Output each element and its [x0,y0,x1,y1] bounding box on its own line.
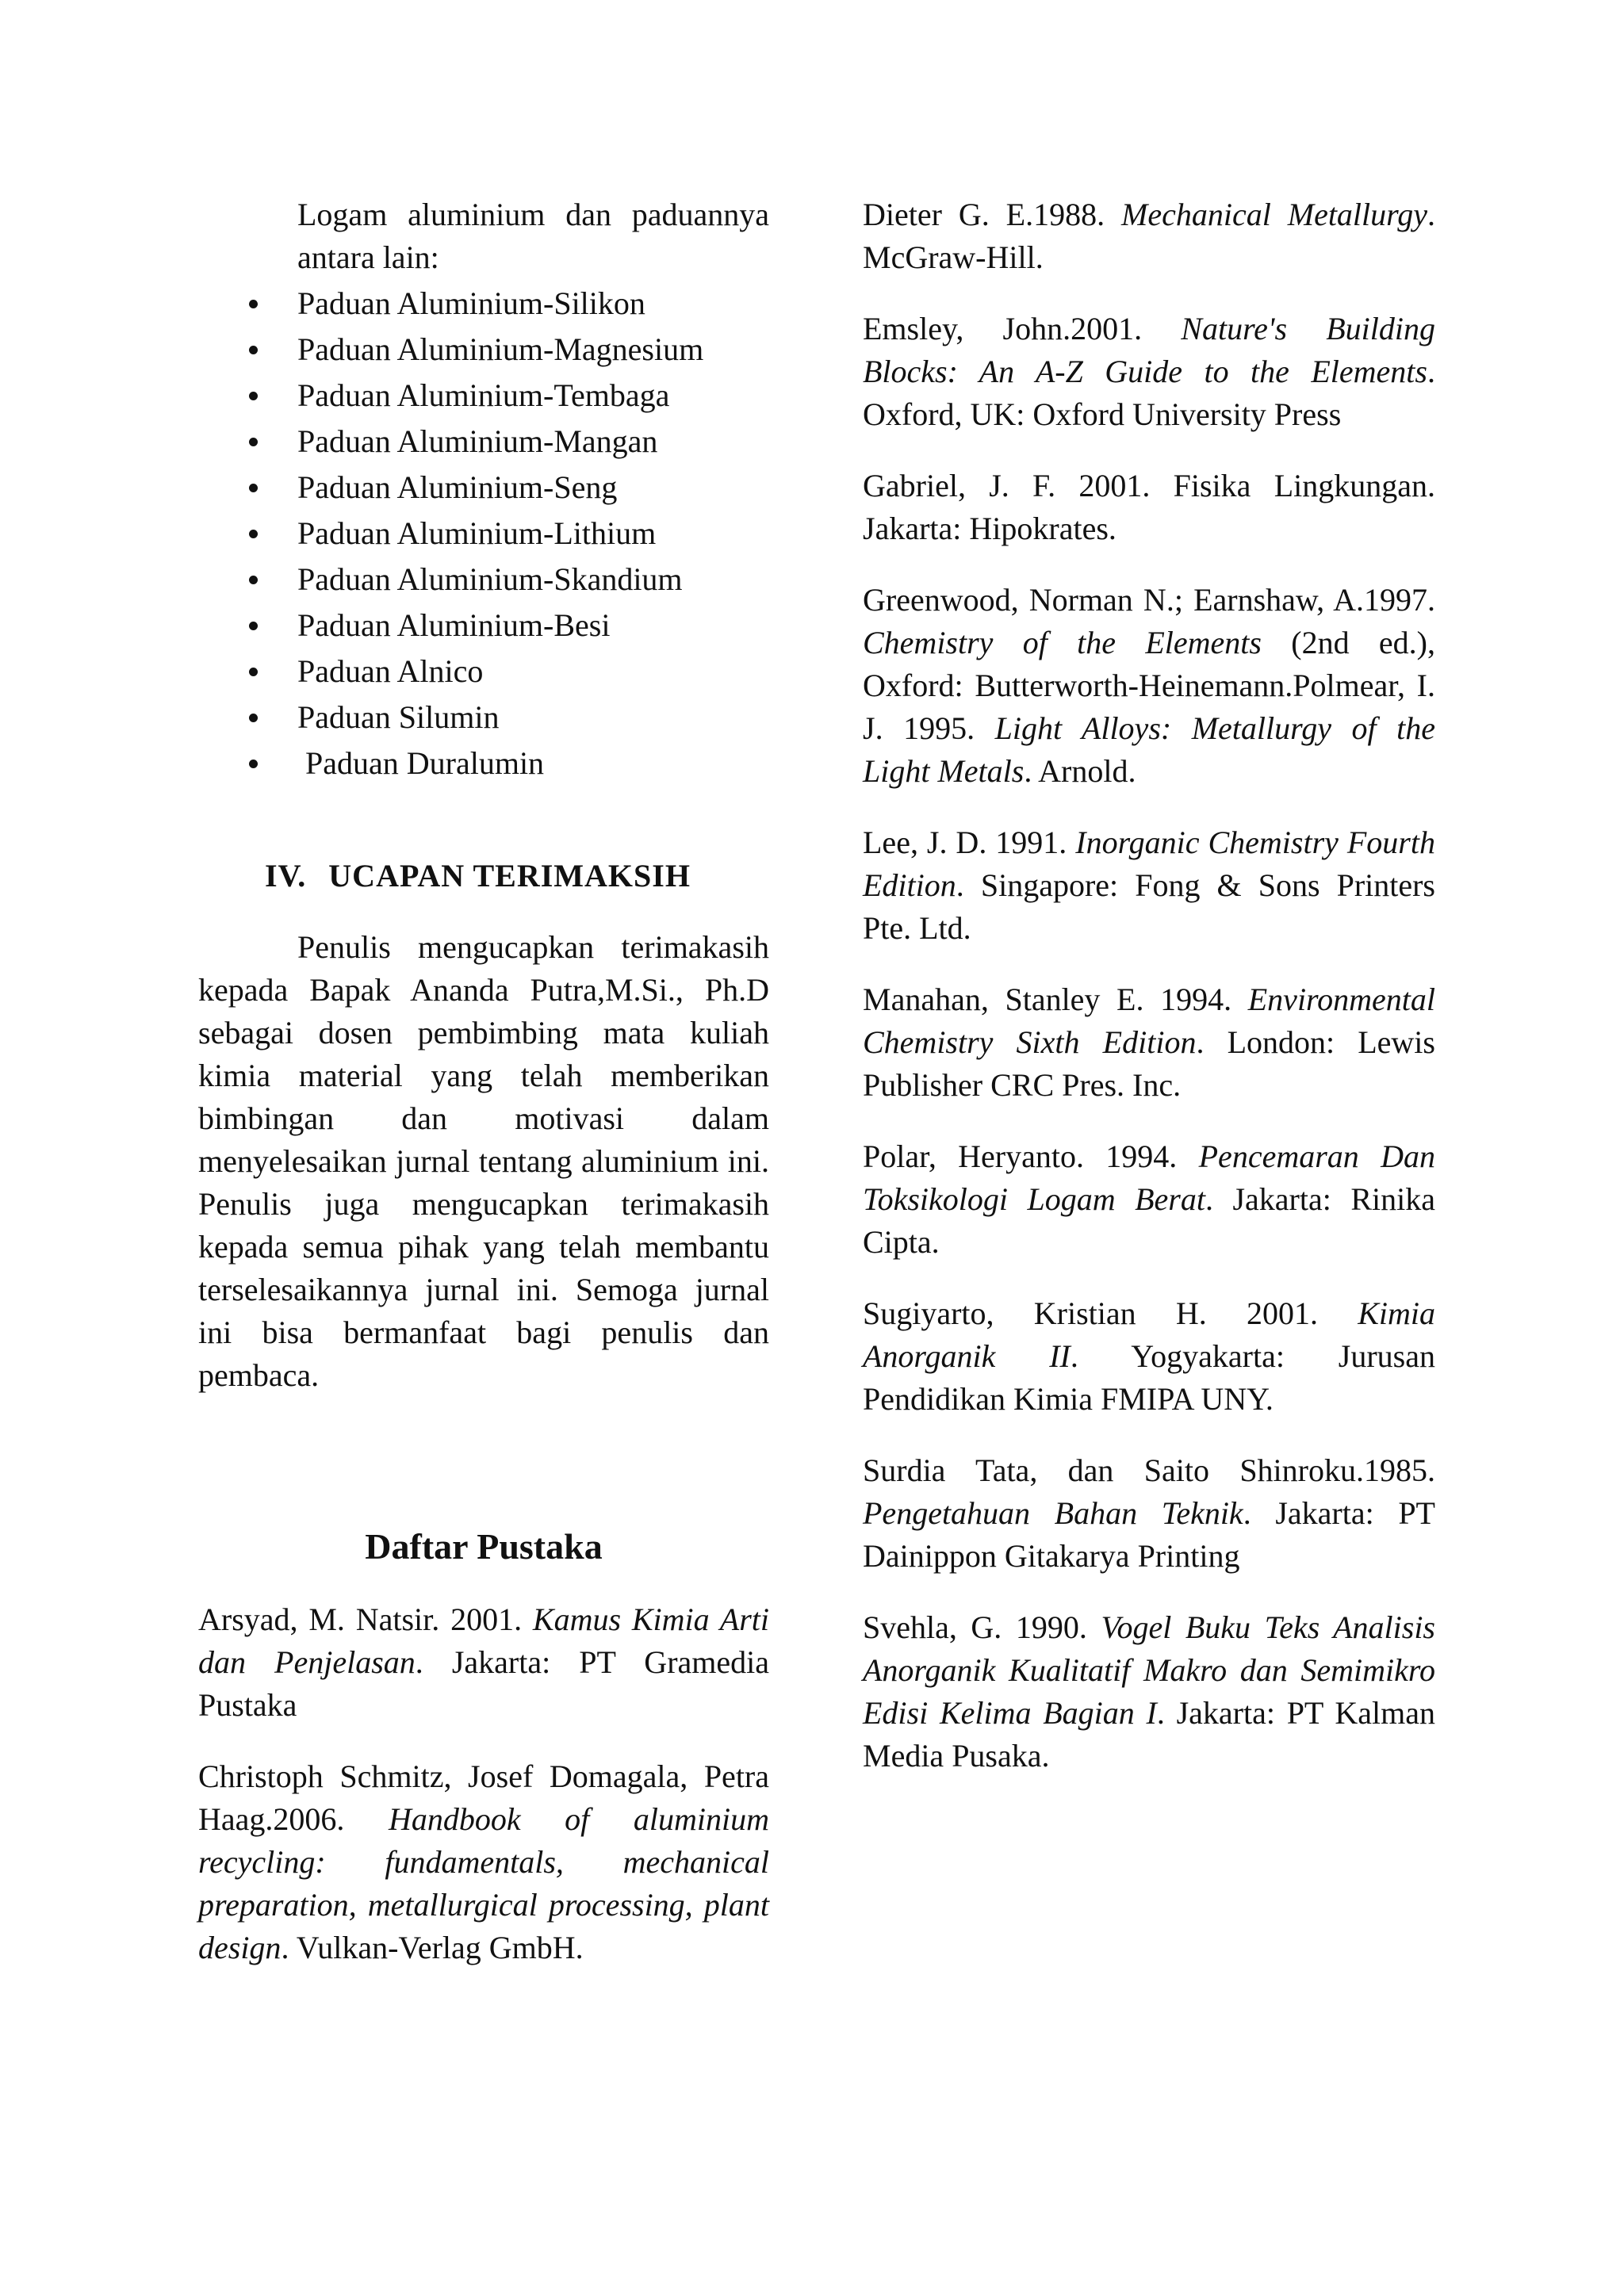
reference-entry: Lee, J. D. 1991. Inorganic Chemistry Fourth Edition. Singapore: Fong & Sons Printers Pte. Ltd. [863,825,1435,946]
list-item: Paduan Aluminium-Seng [198,465,769,511]
reference-entry: Christoph Schmitz, Josef Domagala, Petra Haag.2006. Handbook of aluminium recycling: fundamentals, mechanical preparation, metallurgical processing, plant design. Vulkan-Verlag GmbH. [198,1758,769,1965]
intro-text: Logam aluminium dan paduannya antara lain: [297,197,769,275]
list-item: Paduan Aluminium-Lithium [198,511,769,557]
bullet-icon [249,576,258,584]
bullet-icon [249,300,258,308]
list-item: Paduan Alnico [198,649,769,695]
bullet-icon [249,530,258,538]
reference-entry: Manahan, Stanley E. 1994. Environmental Chemistry Sixth Edition. London: Lewis Publisher CRC Pres. Inc. [863,982,1435,1103]
list-item: Paduan Duralumin [198,740,769,786]
reference-entry: Polar, Heryanto. 1994. Pencemaran Dan Toksikologi Logam Berat. Jakarta: Rinika Cipta. [863,1138,1435,1260]
acknowledgement-paragraph: Penulis mengucapkan terimakasih kepada Bapak Ananda Putra,M.Si., Ph.D sebagai dosen pembimbing mata kuliah kimia material yang telah memberikan bimbingan dan motivasi dalam menyelesaikan jurnal tentang aluminium ini. Penulis juga mengucapkan terimakasih kepada semua pihak yang telah membantu terselesaikannya jurnal ini. Semoga jurnal ini bisa bermanfaat bagi penulis dan pembaca. [198,929,769,1393]
reference-entry: Dieter G. E.1988. Mechanical Metallurgy. McGraw-Hill. [863,197,1435,275]
list-item: Paduan Aluminium-Mangan [198,419,769,465]
list-item: Paduan Aluminium-Magnesium [198,327,769,373]
reference-entry: Arsyad, M. Natsir. 2001. Kamus Kimia Arti dan Penjelasan. Jakarta: PT Gramedia Pustaka [198,1601,769,1723]
bullet-icon [249,714,258,722]
reference-entry: Surdia Tata, dan Saito Shinroku.1985. Pengetahuan Bahan Teknik. Jakarta: PT Dainippon Gitakarya Printing [863,1452,1435,1574]
list-item: Paduan Silumin [198,695,769,740]
bullet-icon [249,392,258,400]
section-title: UCAPAN TERIMAKSIH [328,858,691,894]
reference-list-right [863,193,1435,1806]
bullet-icon [249,484,258,492]
bullet-icon [249,622,258,630]
list-item: Paduan Aluminium-Silikon [198,281,769,327]
list-item: Paduan Aluminium-Skandium [198,557,769,603]
list-item: Paduan Aluminium-Besi [198,603,769,649]
section-number: IV. [265,858,307,894]
bullet-icon [249,346,258,354]
list-item: Paduan Aluminium-Tembaga [198,373,769,419]
bullet-icon [249,760,258,768]
reference-entry: Sugiyarto, Kristian H. 2001. Kimia Anorganik II. Yogyakarta: Jurusan Pendidikan Kimia FMIPA UNY. [863,1295,1435,1417]
section-heading [265,855,691,897]
reference-entry: Svehla, G. 1990. Vogel Buku Teks Analisis Anorganik Kualitatif Makro dan Semimikro Edisi Kelima Bagian I. Jakarta: PT Kalman Media Pusaka. [863,1609,1435,1774]
reference-list-left [198,1598,769,1998]
alloy-list [198,281,769,786]
bullet-icon [249,668,258,676]
reference-entry: Greenwood, Norman N.; Earnshaw, A.1997. Chemistry of the Elements (2nd ed.), Oxford: Butterworth-Heinemann.Polmear, I. J. 1995. Light Alloys: Metallurgy of the Light Metals. Arnold. [863,582,1435,789]
reference-entry: Emsley, John.2001. Nature's Building Blocks: An A-Z Guide to the Elements. Oxford, UK: Oxford University Press [863,311,1435,432]
bullet-icon [249,438,258,446]
references-title: Daftar Pustaka [365,1526,603,1567]
reference-entry: Gabriel, J. F. 2001. Fisika Lingkungan. Jakarta: Hipokrates. [863,468,1435,546]
